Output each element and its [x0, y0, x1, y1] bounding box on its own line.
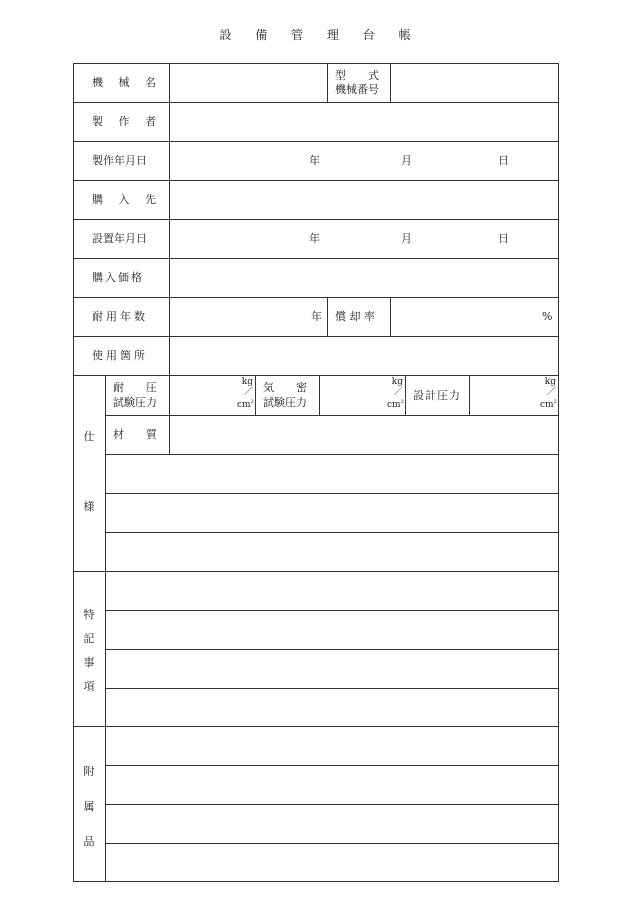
- row-divider: [105, 843, 558, 844]
- design-pressure-label: 設計圧力: [413, 389, 461, 402]
- notes-label-1: 特: [83, 608, 95, 621]
- row-divider: [74, 336, 558, 337]
- percent-unit: %: [542, 310, 553, 323]
- month-unit: 月: [401, 154, 412, 167]
- airtight-test-label: 試験圧力: [263, 396, 307, 409]
- column-divider: [390, 64, 391, 102]
- notes-label-4: 項: [83, 680, 95, 693]
- life-year-unit: 年: [311, 310, 322, 323]
- column-divider: [327, 297, 328, 336]
- machine-number-label: 機械番号: [335, 83, 379, 96]
- title-char: 台: [362, 28, 375, 42]
- label-column-divider: [169, 64, 170, 375]
- row-divider: [74, 726, 558, 727]
- row-divider: [74, 258, 558, 259]
- accessories-label-3: 品: [83, 835, 95, 848]
- ledger-table: [73, 63, 559, 882]
- row-divider: [74, 571, 558, 572]
- accessories-label-1: 附: [83, 765, 95, 778]
- row-divider: [105, 454, 558, 455]
- notes-label-2: 記: [83, 632, 95, 645]
- column-divider: [169, 375, 170, 454]
- day-unit: 日: [498, 232, 509, 245]
- spec-label-1: 仕: [83, 430, 95, 443]
- location-label: 使用箇所: [92, 349, 148, 362]
- title-char: 備: [255, 28, 268, 42]
- row-divider: [105, 532, 558, 533]
- month-unit: 月: [401, 232, 412, 245]
- page-title: [0, 26, 630, 43]
- column-divider: [319, 375, 320, 415]
- row-divider: [105, 415, 558, 416]
- service-life-label: 耐用年数: [92, 310, 148, 323]
- row-divider: [74, 180, 558, 181]
- pressure-unit: kg ／ $cm^2$: [237, 377, 254, 410]
- row-divider: [105, 804, 558, 805]
- row-divider: [74, 102, 558, 103]
- title-char: 設: [219, 28, 232, 42]
- notes-label-3: 事: [83, 656, 95, 669]
- airtight-label: 気 密: [263, 381, 307, 394]
- supplier-label: 購 入 先: [92, 193, 162, 206]
- manufacture-date-label: 製作年月日: [92, 154, 147, 167]
- row-divider: [74, 375, 558, 376]
- column-divider: [255, 375, 256, 415]
- title-char: 理: [326, 28, 339, 42]
- title-char: 帳: [398, 28, 411, 42]
- depreciation-label: 償 却 率: [335, 310, 375, 323]
- machine-name-label: 機 械 名: [92, 76, 162, 89]
- material-label: 材 質: [113, 428, 157, 441]
- column-divider: [405, 375, 406, 415]
- title-char: 管: [291, 28, 304, 42]
- section-column-divider: [105, 375, 106, 881]
- row-divider: [105, 765, 558, 766]
- row-divider: [105, 649, 558, 650]
- year-unit: 年: [309, 154, 320, 167]
- spec-label-2: 様: [83, 500, 95, 513]
- airtight-unit: kg ／ $cm^2$: [387, 377, 404, 410]
- row-divider: [105, 493, 558, 494]
- row-divider: [74, 219, 558, 220]
- day-unit: 日: [498, 154, 509, 167]
- design-pressure-unit: kg ／ $cm^2$: [540, 377, 557, 410]
- pressure-test-label: 試験圧力: [113, 396, 157, 409]
- install-date-label: 設置年月日: [92, 232, 147, 245]
- row-divider: [105, 610, 558, 611]
- column-divider: [469, 375, 470, 415]
- column-divider: [390, 297, 391, 336]
- model-label: 型 式: [335, 69, 379, 82]
- manufacturer-label: 製 作 者: [92, 115, 162, 128]
- row-divider: [74, 297, 558, 298]
- accessories-label-2: 属: [83, 800, 95, 813]
- year-unit: 年: [309, 232, 320, 245]
- pressure-resist-label: 耐 圧: [113, 381, 157, 394]
- row-divider: [105, 688, 558, 689]
- purchase-price-label: 購入価格: [92, 271, 144, 284]
- column-divider: [327, 64, 328, 102]
- row-divider: [74, 141, 558, 142]
